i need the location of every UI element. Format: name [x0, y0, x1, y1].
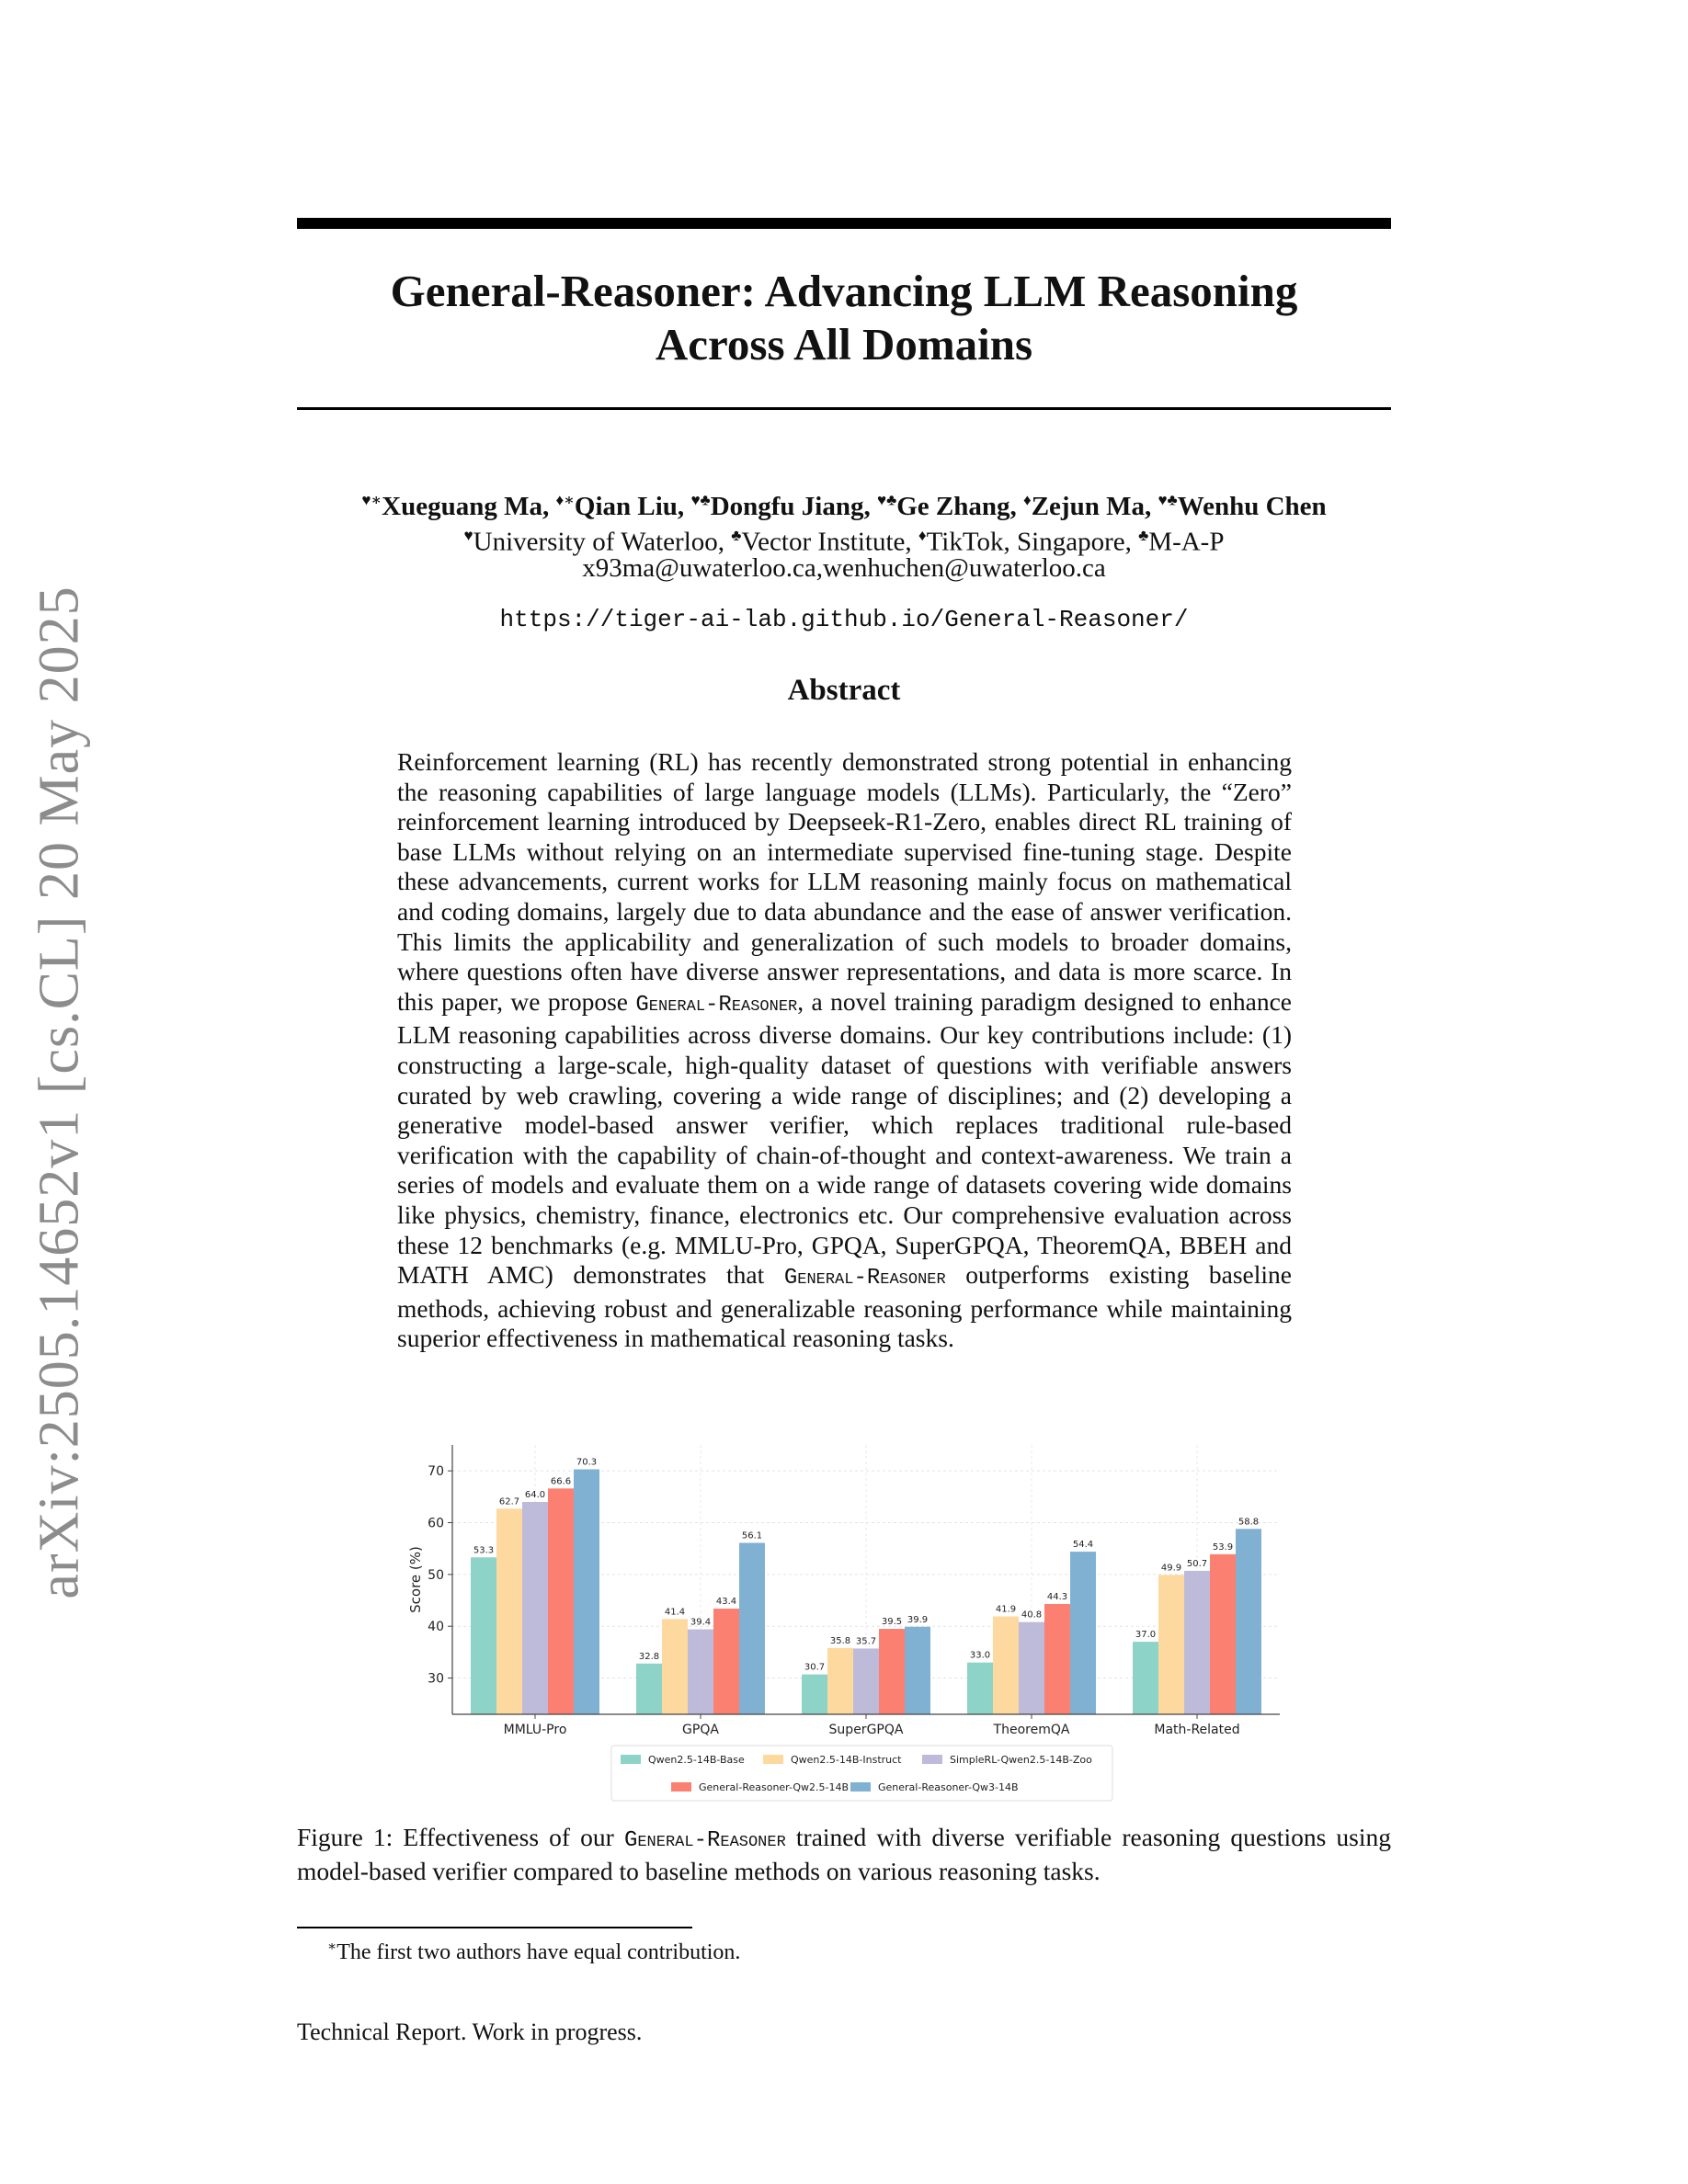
caption-label: Figure 1: Effectiveness of our	[297, 1823, 624, 1851]
bar	[879, 1629, 905, 1714]
affiliation-1: University of Waterloo,	[473, 527, 725, 557]
method-name: General-Reasoner	[635, 992, 798, 1018]
bar	[739, 1542, 765, 1714]
author-6	[1158, 492, 1326, 521]
author-list	[297, 483, 1391, 524]
author-3-mark: ♥♣	[690, 491, 711, 508]
legend-label: Qwen2.5-14B-Base	[648, 1754, 745, 1766]
legend-swatch	[922, 1755, 942, 1764]
data-label: 53.9	[1212, 1541, 1234, 1553]
author-2-mark: ♦∗	[555, 491, 575, 508]
author-3	[690, 492, 870, 521]
author-4	[877, 492, 1017, 521]
data-label: 30.7	[804, 1662, 826, 1673]
data-label: 58.8	[1237, 1517, 1260, 1528]
data-label: 50.7	[1186, 1558, 1208, 1569]
data-label: 41.4	[664, 1607, 686, 1618]
affiliation-2: Vector Institute,	[741, 527, 912, 557]
data-label: 39.9	[907, 1614, 929, 1625]
data-label: 39.5	[881, 1617, 903, 1628]
data-label: 43.4	[715, 1597, 737, 1608]
bar	[688, 1630, 713, 1714]
data-label: 41.9	[995, 1604, 1017, 1615]
footnote-rule	[297, 1927, 692, 1928]
figure-1	[395, 1434, 1287, 1802]
bar-chart	[395, 1434, 1287, 1802]
data-label: 53.3	[473, 1545, 495, 1556]
y-axis-label: Score (%)	[407, 1546, 424, 1613]
data-label: 37.0	[1135, 1630, 1157, 1641]
abstract-part-2: , a novel training paradigm designed to enhance LLM reasoning capabilities across diverse domains. Our key contributions include: (1) constructing a large-scale, high-quality dataset of questions with verifiable answers curated by web crawling, covering a wide range of disciplines; and (2) developing a generative model-based answer verifier, which replaces traditional rule-based verification with the capability of chain-of-thought and context-awareness. We train a series of models and evaluate them on a wide range of datasets covering wide domains like physics, chemistry, finance, electronics etc. Our comprehensive evaluation across these 12 benchmarks (e.g. MMLU-Pro, GPQA, SuperGPQA, TheoremQA, BBEH and MATH AMC) demonstrates that	[397, 986, 1292, 1290]
data-label: 49.9	[1160, 1563, 1182, 1574]
bar	[522, 1502, 548, 1714]
author-2-name: Qian Liu,	[574, 491, 685, 521]
bar	[853, 1648, 879, 1714]
data-label: 35.8	[829, 1635, 851, 1646]
author-1-mark: ♥∗	[361, 491, 382, 508]
y-tick-label: 60	[428, 1516, 444, 1531]
affiliation-3-mark: ♦	[918, 527, 927, 544]
bar	[1158, 1575, 1184, 1714]
y-tick-label: 50	[428, 1567, 444, 1583]
data-label: 62.7	[498, 1496, 520, 1507]
report-note: Technical Report. Work in progress.	[297, 2019, 643, 2045]
method-name-2: General-Reasoner	[783, 1266, 946, 1291]
bar	[827, 1648, 853, 1714]
legend-label: General-Reasoner-Qw3-14B	[878, 1781, 1019, 1793]
data-label: 70.3	[576, 1457, 598, 1468]
data-label: 54.4	[1072, 1540, 1094, 1551]
data-label: 66.6	[550, 1476, 572, 1487]
bar	[905, 1627, 930, 1714]
abstract-part-1: Reinforcement learning (RL) has recently demonstrated strong potential in enhancing the reasoning capabilities of large language models (LLMs). Particularly, the “Zero” reinforcement learning introduced by Deepseek-R1-Zero, enables direct RL training of base LLMs without relying on an intermediate supervised fine-tuning stage. Despite these advancements, current works for LLM reasoning mainly focus on mathematical and coding domains, largely due to data abundance and the ease of answer verification. This limits the applicability and generalization of such models to broader domains, where questions often have diverse answer representations, and data is more scarce. In this paper, we propose	[397, 747, 1292, 1016]
bar	[713, 1609, 739, 1714]
figure-caption	[297, 1823, 1391, 1886]
data-label: 64.0	[524, 1489, 546, 1500]
bar	[993, 1617, 1019, 1714]
bar	[548, 1488, 574, 1714]
footnote-mark: ∗	[327, 1939, 337, 1954]
bar	[636, 1664, 662, 1714]
data-label: 33.0	[969, 1650, 991, 1661]
author-5-name: Zejun Ma,	[1031, 491, 1152, 521]
legend-label: General-Reasoner-Qw2.5-14B	[699, 1781, 850, 1793]
caption-rest: trained with diverse verifiable reasoning questions using model-based verifier compared to baseline methods on various reasoning tasks.	[297, 1823, 1391, 1885]
bar	[967, 1663, 993, 1714]
author-4-mark: ♥♣	[876, 491, 897, 508]
affiliation-1-mark: ♥	[463, 527, 473, 544]
author-5	[1023, 492, 1151, 521]
y-tick-label: 40	[428, 1620, 444, 1635]
data-label: 39.4	[690, 1617, 712, 1628]
author-emails: x93ma@uwaterloo.ca,wenhuchen@uwaterloo.ca	[582, 553, 1106, 583]
project-url[interactable]: https://tiger-ai-lab.github.io/General-Reasoner/	[499, 606, 1189, 633]
data-label: 44.3	[1046, 1591, 1068, 1602]
author-1	[361, 492, 549, 521]
abstract-body	[397, 747, 1292, 1354]
bar	[1184, 1571, 1210, 1714]
author-3-name: Dongfu Jiang,	[710, 491, 871, 521]
author-2	[555, 492, 684, 521]
caption-method: General-Reasoner	[623, 1828, 786, 1853]
legend-swatch	[763, 1755, 783, 1764]
author-5-mark: ♦	[1023, 491, 1032, 508]
data-label: 56.1	[741, 1530, 763, 1541]
affiliation-4-mark: ♣	[1138, 527, 1149, 544]
legend-label: Qwen2.5-14B-Instruct	[791, 1754, 902, 1766]
affiliation-3: TikTok, Singapore,	[926, 527, 1132, 557]
bar	[1236, 1529, 1261, 1714]
bar	[1133, 1642, 1158, 1714]
affiliation-2-mark: ♣	[731, 527, 742, 544]
bar	[496, 1508, 522, 1714]
bar	[574, 1469, 599, 1714]
bar	[1210, 1554, 1236, 1714]
data-label: 32.8	[638, 1651, 660, 1662]
data-label: 40.8	[1021, 1610, 1043, 1621]
x-tick-label: SuperGPQA	[828, 1723, 904, 1737]
bar	[471, 1557, 496, 1714]
y-tick-label: 70	[428, 1464, 444, 1480]
author-6-mark: ♥♣	[1158, 491, 1178, 508]
title-top-rule	[297, 218, 1391, 229]
legend-swatch	[850, 1782, 871, 1792]
title-line-1: General-Reasoner: Advancing LLM Reasoning	[390, 266, 1298, 316]
author-4-name: Ge Zhang,	[896, 491, 1017, 521]
affiliation-4: M-A-P	[1148, 527, 1225, 557]
abstract-part-3: outperforms existing baseline methods, achieving robust and generalizable reasoning performance while maintaining superior effectiveness in mathematical reasoning tasks.	[397, 1260, 1292, 1353]
footnote-text: The first two authors have equal contribution.	[336, 1940, 741, 1964]
paper-title	[297, 265, 1391, 371]
bar	[1070, 1552, 1096, 1714]
bar	[1044, 1604, 1070, 1714]
legend-swatch	[671, 1782, 691, 1792]
arxiv-stamp	[18, 585, 101, 1599]
x-tick-label: MMLU-Pro	[503, 1723, 567, 1737]
data-label: 35.7	[855, 1636, 877, 1647]
x-tick-label: Math-Related	[1154, 1723, 1240, 1737]
legend-label: SimpleRL-Qwen2.5-14B-Zoo	[950, 1754, 1092, 1766]
bar	[1019, 1622, 1044, 1714]
x-tick-label: GPQA	[682, 1723, 719, 1737]
author-1-name: Xueguang Ma,	[382, 491, 550, 521]
title-bottom-rule	[297, 407, 1391, 410]
author-6-name: Wenhu Chen	[1177, 491, 1327, 521]
abstract-heading: Abstract	[787, 674, 901, 707]
legend-swatch	[621, 1755, 641, 1764]
title-line-2: Across All Domains	[655, 319, 1033, 370]
arxiv-stamp-text: arXiv:2505.14652v1 [cs.CL] 20 May 2025	[28, 585, 91, 1599]
footnote	[327, 1933, 740, 1966]
bar	[662, 1619, 688, 1714]
bar	[802, 1675, 827, 1714]
y-tick-label: 30	[428, 1671, 444, 1687]
x-tick-label: TheoremQA	[993, 1723, 1070, 1737]
